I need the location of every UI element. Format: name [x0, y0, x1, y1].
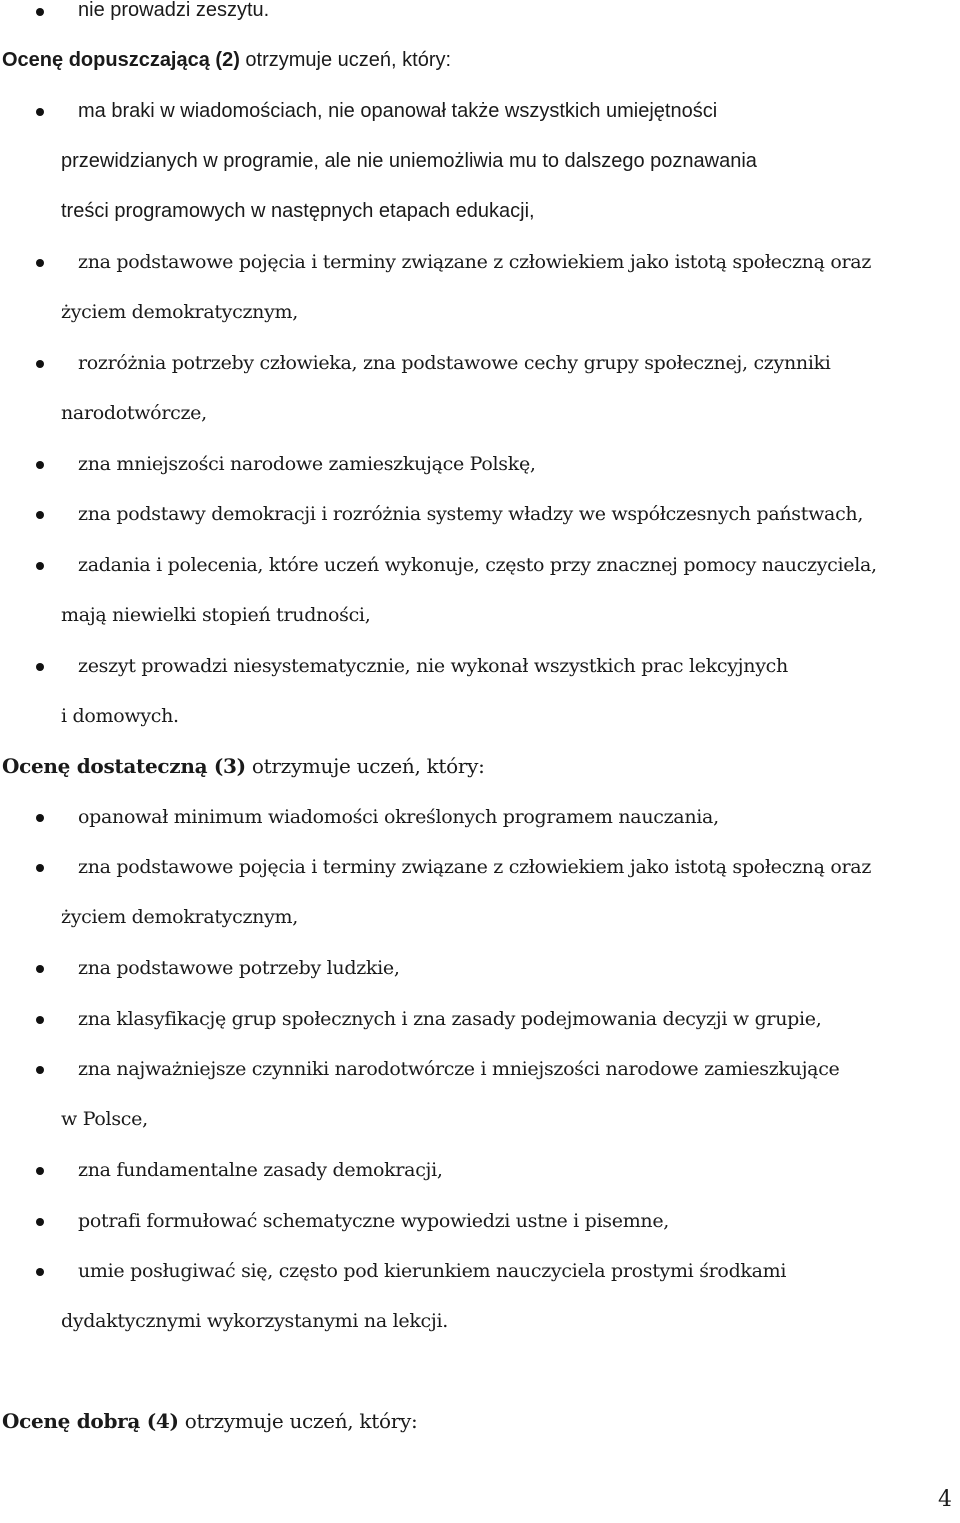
section-heading-dobra — [2, 1408, 417, 1434]
list-item: nie prowadzi zeszytu. — [78, 0, 270, 21]
bullet-icon — [36, 1167, 44, 1175]
list-item-continuation: i domowych. — [61, 705, 179, 727]
heading-bold-text: Ocenę dostateczną (3) — [2, 754, 246, 778]
list-item: zna podstawy demokracji i rozróżnia systemy władzy we współczesnych państwach, — [78, 503, 864, 525]
list-item: zna mniejszości narodowe zamieszkujące Polskę, — [78, 453, 536, 475]
list-item-continuation: treści programowych w następnych etapach edukacji, — [61, 200, 535, 222]
bullet-icon — [36, 1066, 44, 1074]
list-item: zna najważniejsze czynniki narodotwórcze i mniejszości narodowe zamieszkujące — [78, 1058, 840, 1080]
heading-bold-text: Ocenę dobrą (4) — [2, 1409, 179, 1433]
bullet-icon — [36, 663, 44, 671]
list-item-continuation: dydaktycznymi wykorzystanymi na lekcji. — [61, 1310, 449, 1332]
bullet-icon — [36, 259, 44, 267]
bullet-icon — [36, 562, 44, 570]
list-item: opanował minimum wiadomości określonych programem nauczania, — [78, 806, 719, 828]
heading-rest-text: otrzymuje uczeń, który: — [239, 49, 452, 71]
list-item: rozróżnia potrzeby człowieka, zna podstawowe cechy grupy społecznej, czynniki — [78, 352, 831, 374]
list-item-continuation: przewidzianych w programie, ale nie uniemożliwia mu to dalszego poznawania — [61, 150, 757, 172]
bullet-icon — [36, 8, 44, 16]
heading-rest-text: otrzymuje uczeń, który: — [245, 754, 485, 778]
bullet-icon — [36, 814, 44, 822]
list-item: zadania i polecenia, które uczeń wykonuje, często przy znacznej pomocy nauczyciela, — [78, 554, 877, 576]
bullet-icon — [36, 1268, 44, 1276]
list-item: potrafi formułować schematyczne wypowiedzi ustne i pisemne, — [78, 1210, 670, 1232]
section-heading-dopuszczajaca — [2, 47, 451, 73]
bullet-icon — [36, 511, 44, 519]
list-item: zna podstawowe pojęcia i terminy związane z człowiekiem jako istotą społeczną oraz — [78, 856, 872, 878]
list-item: zeszyt prowadzi niesystematycznie, nie wykonał wszystkich prac lekcyjnych — [78, 655, 788, 677]
bullet-icon — [36, 360, 44, 368]
list-item-continuation: narodotwórcze, — [61, 402, 207, 424]
list-item: zna fundamentalne zasady demokracji, — [78, 1159, 443, 1181]
list-item: umie posługiwać się, często pod kierunkiem nauczyciela prostymi środkami — [78, 1260, 787, 1282]
bullet-icon — [36, 864, 44, 872]
list-item: zna podstawowe potrzeby ludzkie, — [78, 957, 400, 979]
heading-rest-text: otrzymuje uczeń, który: — [178, 1409, 418, 1433]
bullet-icon — [36, 461, 44, 469]
bullet-icon — [36, 1016, 44, 1024]
list-item: zna podstawowe pojęcia i terminy związane z człowiekiem jako istotą społeczną oraz — [78, 251, 872, 273]
list-item-continuation: życiem demokratycznym, — [61, 301, 298, 323]
section-heading-dostateczna — [2, 753, 485, 779]
list-item: ma braki w wiadomościach, nie opanował także wszystkich umiejętności — [78, 100, 718, 122]
bullet-icon — [36, 1218, 44, 1226]
list-item: zna klasyfikację grup społecznych i zna zasady podejmowania decyzji w grupie, — [78, 1008, 822, 1030]
list-item-continuation: mają niewielki stopień trudności, — [61, 604, 371, 626]
bullet-icon — [36, 965, 44, 973]
bullet-icon — [36, 108, 44, 116]
heading-bold-text: Ocenę dopuszczającą (2) — [2, 49, 240, 71]
list-item-continuation: w Polsce, — [61, 1108, 148, 1130]
list-item-continuation: życiem demokratycznym, — [61, 906, 298, 928]
page-number: 4 — [938, 1487, 952, 1512]
